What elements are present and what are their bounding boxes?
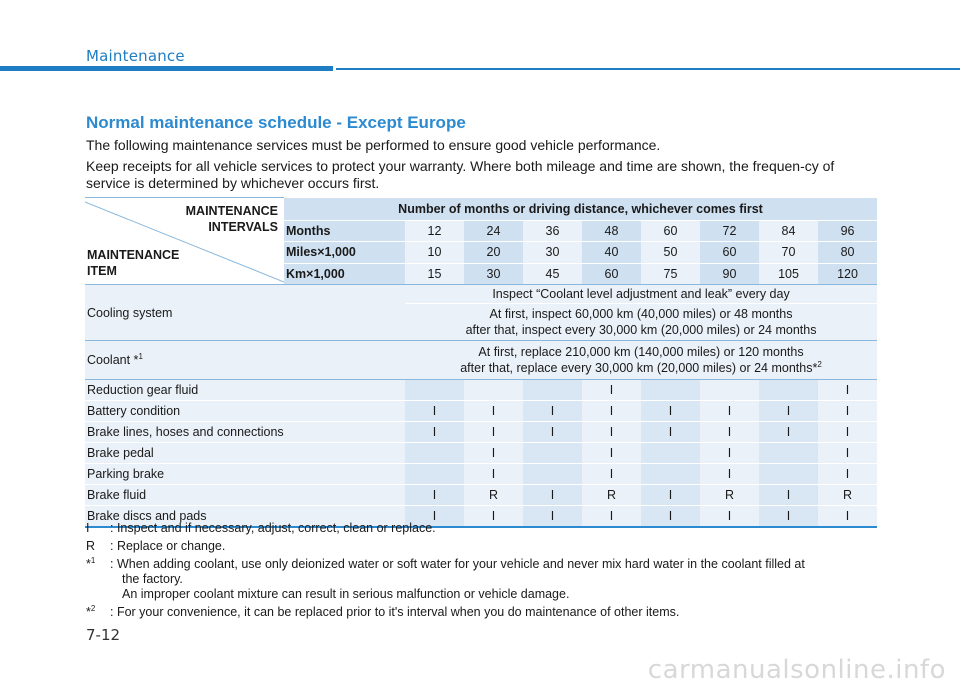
schedule-cell: R <box>464 485 523 506</box>
footnote-symbol <box>86 605 95 620</box>
schedule-cell: I <box>464 422 523 443</box>
schedule-cell: I <box>641 422 700 443</box>
schedule-cell: I <box>582 422 641 443</box>
schedule-cell <box>700 380 759 401</box>
table-row <box>85 401 877 422</box>
footnote-number: 1 <box>90 555 96 565</box>
table-row <box>85 485 877 506</box>
coolant-interval-line2-text: after that, replace every 30,000 km (20,000 miles) or 24 months* <box>460 361 818 375</box>
footnote-text: : For your convenience, it can be replaced prior to it's interval when you do maintenance of other items. <box>110 605 680 619</box>
interval-cell: 70 <box>759 242 818 263</box>
interval-cell: 20 <box>464 242 523 263</box>
cooling-inspection-daily: Inspect “Coolant level adjustment and leak” every day <box>405 285 877 304</box>
schedule-cell: I <box>464 506 523 528</box>
footnote-asterisk: * <box>86 557 91 571</box>
note-text: : Inspect and if necessary, adjust, correct, clean or replace. <box>110 521 436 535</box>
interval-cell: 96 <box>818 220 877 241</box>
schedule-cell: I <box>464 401 523 422</box>
schedule-cell <box>464 380 523 401</box>
span-header-row <box>85 198 877 221</box>
footnote-2 <box>86 605 886 620</box>
schedule-cell: I <box>582 506 641 528</box>
schedule-cell: R <box>818 485 877 506</box>
footnote-continuation-1: the factory. <box>122 572 183 586</box>
schedule-cell: I <box>464 443 523 464</box>
schedule-cell: I <box>700 464 759 485</box>
schedule-cell: I <box>818 464 877 485</box>
interval-cell: 60 <box>700 242 759 263</box>
item-label: Brake fluid <box>85 485 405 506</box>
schedule-cell: I <box>759 506 818 528</box>
schedule-cell: I <box>523 485 582 506</box>
item-label: Brake lines, hoses and connections <box>85 422 405 443</box>
schedule-cell: I <box>405 485 464 506</box>
coolant-interval-line2 <box>405 360 877 376</box>
schedule-cell: I <box>700 422 759 443</box>
schedule-cell <box>641 443 700 464</box>
schedule-cell: I <box>464 464 523 485</box>
interval-cell: 45 <box>523 263 582 284</box>
footnote-1 <box>86 557 886 602</box>
intro-paragraph-2: Keep receipts for all vehicle services to protect your warranty. Where both mileage and time are shown, the frequen-cy of service is determined by whichever occurs first. <box>86 158 835 191</box>
schedule-cell <box>523 380 582 401</box>
schedule-cell: I <box>759 422 818 443</box>
interval-cell: 80 <box>818 242 877 263</box>
item-label: Brake discs and pads <box>85 506 405 528</box>
schedule-cell: I <box>641 485 700 506</box>
table-corner-cell <box>85 198 284 285</box>
schedule-cell: I <box>818 422 877 443</box>
corner-intervals-line2: INTERVALS <box>208 220 278 234</box>
schedule-cell: I <box>759 401 818 422</box>
item-label: Parking brake <box>85 464 405 485</box>
interval-label: Months <box>284 220 405 241</box>
watermark: carmanualsonline.info <box>647 655 946 685</box>
cooling-inspection-interval <box>405 304 877 341</box>
schedule-cell <box>759 464 818 485</box>
coolant-replacement-interval <box>405 341 877 380</box>
section-title: Normal maintenance schedule - Except Europe <box>86 113 466 132</box>
schedule-cell: I <box>818 506 877 528</box>
interval-cell: 30 <box>523 242 582 263</box>
coolant-label: Coolant * <box>87 353 139 367</box>
corner-item-line1: MAINTENANCE <box>87 248 180 262</box>
cooling-interval-line1: At first, inspect 60,000 km (40,000 miles) or 48 months <box>489 307 793 321</box>
schedule-cell <box>523 464 582 485</box>
note-inspect <box>86 521 886 536</box>
interval-cell: 120 <box>818 263 877 284</box>
footnote-asterisk: * <box>86 605 91 619</box>
schedule-cell <box>641 464 700 485</box>
table-row <box>85 380 877 401</box>
coolant-interval-line1: At first, replace 210,000 km (140,000 miles) or 120 months <box>478 345 804 359</box>
page-number: 7-12 <box>86 626 121 644</box>
footnote-continuation-2: An improper coolant mixture can result in serious malfunction or vehicle damage. <box>122 587 570 601</box>
item-label: Reduction gear fluid <box>85 380 405 401</box>
schedule-cell: I <box>818 443 877 464</box>
interval-cell: 90 <box>700 263 759 284</box>
schedule-cell: I <box>523 422 582 443</box>
table-row <box>85 443 877 464</box>
schedule-cell: I <box>405 401 464 422</box>
interval-cell: 50 <box>641 242 700 263</box>
header-rule-thick <box>0 66 333 71</box>
footnote-symbol <box>86 557 95 572</box>
schedule-cell <box>405 464 464 485</box>
table-row <box>85 464 877 485</box>
schedule-cell <box>405 443 464 464</box>
table-row <box>85 422 877 443</box>
table-row-cooling-system-a <box>85 285 877 304</box>
table-row-coolant <box>85 341 877 380</box>
intro-paragraph-1: The following maintenance services must be performed to ensure good vehicle performance. <box>86 137 661 153</box>
schedule-cell <box>405 380 464 401</box>
schedule-cell: I <box>641 506 700 528</box>
legend-notes <box>86 521 886 623</box>
interval-label: Miles×1,000 <box>284 242 405 263</box>
interval-cell: 48 <box>582 220 641 241</box>
corner-intervals-label <box>186 203 278 235</box>
cooling-interval-line2: after that, inspect every 30,000 km (20,000 miles) or 24 months <box>465 323 817 337</box>
interval-cell: 15 <box>405 263 464 284</box>
corner-item-line2: ITEM <box>87 264 117 278</box>
header-title: Maintenance <box>86 47 185 65</box>
schedule-cell: I <box>523 401 582 422</box>
interval-cell: 60 <box>582 263 641 284</box>
schedule-cell: I <box>582 380 641 401</box>
span-header: Number of months or driving distance, whichever comes first <box>284 198 877 221</box>
note-replace <box>86 539 886 554</box>
schedule-cell: I <box>405 506 464 528</box>
schedule-cell: I <box>818 380 877 401</box>
corner-intervals-line1: MAINTENANCE <box>185 204 278 218</box>
schedule-cell: I <box>582 401 641 422</box>
coolant-footnote-ref: 1 <box>138 351 143 361</box>
maintenance-schedule-table <box>85 197 877 528</box>
interval-cell: 10 <box>405 242 464 263</box>
schedule-cell: I <box>582 464 641 485</box>
schedule-cell: I <box>641 401 700 422</box>
interval-cell: 12 <box>405 220 464 241</box>
schedule-cell: I <box>700 401 759 422</box>
footnote-text: : When adding coolant, use only deionized water or soft water for your vehicle and never mix hard water in the coolant filled at <box>110 557 805 571</box>
interval-cell: 36 <box>523 220 582 241</box>
note-text: : Replace or change. <box>110 539 226 553</box>
note-symbol: R <box>86 539 96 553</box>
schedule-cell <box>759 380 818 401</box>
interval-cell: 60 <box>641 220 700 241</box>
note-symbol: I <box>86 521 90 535</box>
schedule-cell <box>641 380 700 401</box>
schedule-cell: I <box>523 506 582 528</box>
header-rule-thin <box>336 68 960 70</box>
interval-cell: 75 <box>641 263 700 284</box>
schedule-cell: I <box>700 443 759 464</box>
schedule-cell: R <box>700 485 759 506</box>
item-label <box>85 341 405 380</box>
schedule-cell: I <box>582 443 641 464</box>
schedule-cell: I <box>405 422 464 443</box>
schedule-cell: I <box>818 401 877 422</box>
interval-label: Km×1,000 <box>284 263 405 284</box>
schedule-cell: R <box>582 485 641 506</box>
interval-cell: 24 <box>464 220 523 241</box>
schedule-cell <box>523 443 582 464</box>
interval-cell: 105 <box>759 263 818 284</box>
interval-cell: 30 <box>464 263 523 284</box>
interval-cell: 72 <box>700 220 759 241</box>
schedule-cell: I <box>700 506 759 528</box>
schedule-cell <box>759 443 818 464</box>
coolant-footnote-ref-2: 2 <box>817 359 822 369</box>
interval-cell: 84 <box>759 220 818 241</box>
item-label: Brake pedal <box>85 443 405 464</box>
corner-item-label <box>87 247 179 279</box>
item-label: Cooling system <box>85 285 405 341</box>
schedule-cell: I <box>759 485 818 506</box>
footnote-number: 2 <box>90 603 96 613</box>
item-label: Battery condition <box>85 401 405 422</box>
interval-cell: 40 <box>582 242 641 263</box>
